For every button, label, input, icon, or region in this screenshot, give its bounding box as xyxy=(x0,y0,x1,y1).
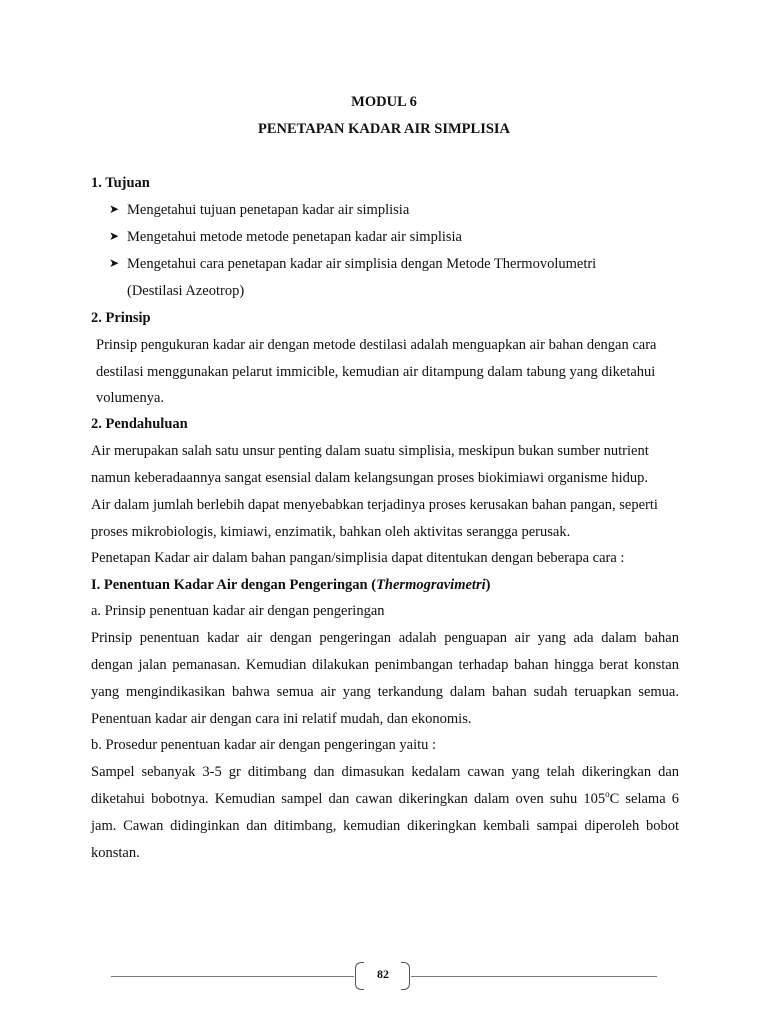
tujuan-item-3: ➤ Mengetahui cara penetapan kadar air simplisia dengan Metode Thermovolumetri xyxy=(109,256,597,272)
section1-sub-a: a. Prinsip penentuan kadar air dengan pengeringan xyxy=(91,603,385,619)
right-bracket-icon xyxy=(401,962,410,990)
section1-a-line-1: Prinsip penentuan kadar air dengan pengeringan adalah penguapan air yang ada dalam bahan xyxy=(91,630,679,646)
pendahuluan-line-2: namun keberadaannya sangat esensial dalam kelangsungan proses biokimiawi organisme hidup. xyxy=(91,470,649,486)
section1-a-line-2: dengan jalan pemanasan. Kemudian dilakukan penimbangan terhadap bahan hingga berat konstan xyxy=(91,657,679,673)
section1-sub-b: b. Prosedur penentuan kadar air dengan pengeringan yaitu : xyxy=(91,737,437,753)
footer-rule-left xyxy=(111,976,354,977)
pendahuluan-line-1: Air merupakan salah satu unsur penting dalam suatu simplisia, meskipun bukan sumber nutrient xyxy=(91,443,649,459)
section1-a-line-4: Penentuan kadar air dengan cara ini relatif mudah, dan ekonomis. xyxy=(91,711,472,727)
arrow-bullet-icon: ➤ xyxy=(109,202,120,216)
module-label: MODUL 6 xyxy=(351,94,417,110)
tujuan-item-3-continuation: (Destilasi Azeotrop) xyxy=(127,283,245,299)
prinsip-line-1: Prinsip pengukuran kadar air dengan metode destilasi adalah menguapkan air bahan dengan cara xyxy=(96,337,657,353)
section1-b-line-3: jam. Cawan didinginkan dan ditimbang, kemudian dikeringkan kembali sampai diperoleh bobot xyxy=(91,818,679,834)
tujuan-item-2: ➤ Mengetahui metode metode penetapan kadar air simplisia xyxy=(109,229,462,245)
section1-heading: I. Penentuan Kadar Air dengan Pengeringan (Thermogravimetri) xyxy=(91,577,491,593)
section1-b-line-4: konstan. xyxy=(91,845,140,861)
prinsip-line-3: volumenya. xyxy=(96,390,165,406)
pendahuluan-line-3: Air dalam jumlah berlebih dapat menyebabkan terjadinya proses kerusakan bahan pangan, seperti xyxy=(91,497,658,513)
tujuan-item-1: ➤ Mengetahui tujuan penetapan kadar air simplisia xyxy=(109,202,410,218)
prinsip-line-2: destilasi menggunakan pelarut immicible, kemudian air ditampung dalam tabung yang diketahui xyxy=(96,364,656,380)
arrow-bullet-icon: ➤ xyxy=(109,256,120,270)
footer-rule-right xyxy=(411,976,657,977)
tujuan-heading: 1. Tujuan xyxy=(91,175,150,191)
page-number: 82 xyxy=(377,967,389,981)
left-bracket-icon xyxy=(355,962,364,990)
pendahuluan-line-5: Penetapan Kadar air dalam bahan pangan/simplisia dapat ditentukan dengan beberapa cara : xyxy=(91,550,625,566)
section1-b-line-2: diketahui bobotnya. Kemudian sampel dan cawan dikeringkan dalam oven suhu 105$^o$C selama 6 xyxy=(91,789,679,807)
section1-a-line-3: yang mengindikasikan bahwa semua air yang terkandung dalam bahan sudah teruapkan semua. xyxy=(91,684,679,700)
pendahuluan-heading: 2. Pendahuluan xyxy=(91,416,188,432)
arrow-bullet-icon: ➤ xyxy=(109,229,120,243)
section1-b-line-1: Sampel sebanyak 3-5 gr ditimbang dan dimasukan kedalam cawan yang telah dikeringkan dan xyxy=(91,764,679,780)
prinsip-heading: 2. Prinsip xyxy=(91,310,151,326)
pendahuluan-line-4: proses mikrobiologis, kimiawi, enzimatik, bahkan oleh aktivitas serangga perusak. xyxy=(91,524,571,540)
page-title: PENETAPAN KADAR AIR SIMPLISIA xyxy=(257,121,511,137)
